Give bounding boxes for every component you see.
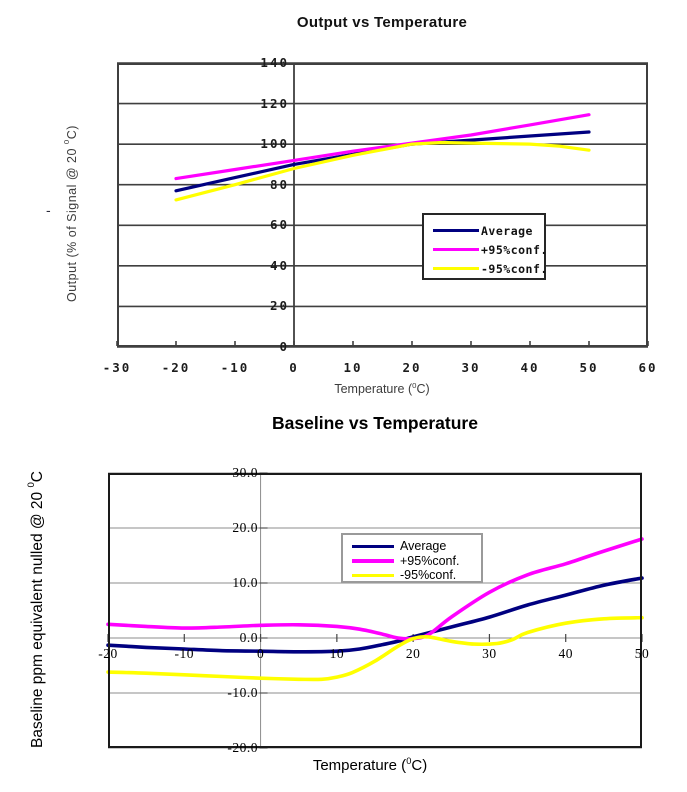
legend-label: Average (400, 539, 447, 554)
y-tick-label: 120 (260, 95, 289, 111)
x-tick-label: 50 (579, 360, 599, 375)
y-axis-label-unit: C) (65, 125, 80, 140)
degree-superscript: 0 (412, 381, 417, 390)
x-tick-label: 40 (558, 646, 573, 661)
y-tick-label: 60 (269, 217, 289, 233)
legend-line-sample (433, 248, 479, 251)
x-axis-label (182, 381, 582, 396)
y-axis-label-text: Output (% of Signal @ 20 (65, 144, 80, 303)
y-tick-label: 100 (260, 136, 289, 152)
y-tick-label: 80 (269, 176, 289, 192)
x-axis-label (170, 756, 570, 774)
y-tick-label: -10.0 (227, 685, 258, 700)
plot-area (98, 465, 650, 755)
y-tick-label: 30.0 (232, 465, 258, 480)
legend-label: Average (481, 223, 533, 238)
plot-border (109, 474, 641, 747)
x-tick-label: 20 (402, 360, 422, 375)
legend-label: -95%conf. (481, 261, 548, 276)
chart-canvas (108, 473, 642, 748)
x-tick-label: 30 (482, 646, 497, 661)
chart-canvas (117, 63, 648, 347)
legend-label: -95%conf. (400, 568, 457, 583)
legend-entry (433, 240, 548, 259)
legend-entry (352, 539, 481, 554)
x-tick-label: 60 (638, 360, 658, 375)
y-tick-label: 0 (279, 339, 289, 354)
legend-entry (352, 554, 481, 569)
legend-entry (433, 259, 548, 278)
chart-title: Output vs Temperature (296, 14, 468, 31)
x-axis-label-text: Temperature ( (334, 382, 413, 397)
x-tick-label: -20 (161, 360, 191, 375)
legend (422, 213, 546, 280)
y-axis-label-text: Baseline ppm equivalent nulled @ 20 (29, 487, 47, 748)
x-axis-label-unit: C) (411, 757, 428, 774)
x-tick-label: -10 (174, 646, 195, 661)
legend (341, 533, 483, 583)
x-tick-label: -10 (220, 360, 250, 375)
legend-label: +95%conf. (400, 553, 460, 568)
x-tick-label: -20 (98, 646, 118, 661)
legend-entry (352, 568, 481, 583)
series-line-average (108, 578, 642, 652)
legend-entry (433, 221, 544, 240)
x-axis-label-unit: C) (416, 382, 430, 397)
y-tick-label: 20.0 (232, 520, 258, 535)
y-tick-label: 20 (269, 298, 289, 314)
legend-line-sample (352, 559, 394, 563)
x-tick-label: 0 (289, 360, 299, 375)
legend-line-sample (352, 545, 394, 549)
degree-superscript: 0 (406, 756, 412, 766)
x-tick-label: 0 (256, 646, 265, 661)
x-tick-label: 10 (329, 646, 345, 661)
legend-line-sample (433, 229, 479, 232)
y-tick-label: 10.0 (232, 575, 258, 590)
x-tick-label: 20 (405, 646, 421, 661)
stray-dash-mark: - (46, 202, 51, 218)
x-tick-label: 10 (343, 360, 363, 375)
y-axis-label (26, 453, 47, 765)
legend-line-sample (433, 267, 479, 270)
x-tick-label: 50 (634, 646, 650, 661)
plot-border (118, 64, 647, 346)
degree-superscript: 0 (62, 139, 71, 145)
y-axis-label-unit: C (29, 470, 47, 482)
legend-label: +95%conf. (481, 242, 548, 257)
plot-area (102, 55, 658, 375)
y-tick-label: -20.0 (227, 740, 258, 755)
y-tick-label: 140 (260, 55, 289, 70)
y-axis-label (62, 118, 79, 310)
x-tick-label: 40 (520, 360, 540, 375)
y-tick-label: 0.0 (239, 630, 258, 645)
x-tick-label: 30 (461, 360, 481, 375)
degree-superscript: 0 (26, 481, 37, 488)
chart-title: Baseline vs Temperature (272, 413, 478, 433)
y-tick-label: 40 (269, 257, 289, 273)
x-axis-label-text: Temperature ( (312, 757, 407, 774)
x-tick-label: -30 (102, 360, 132, 375)
legend-line-sample (352, 574, 394, 578)
